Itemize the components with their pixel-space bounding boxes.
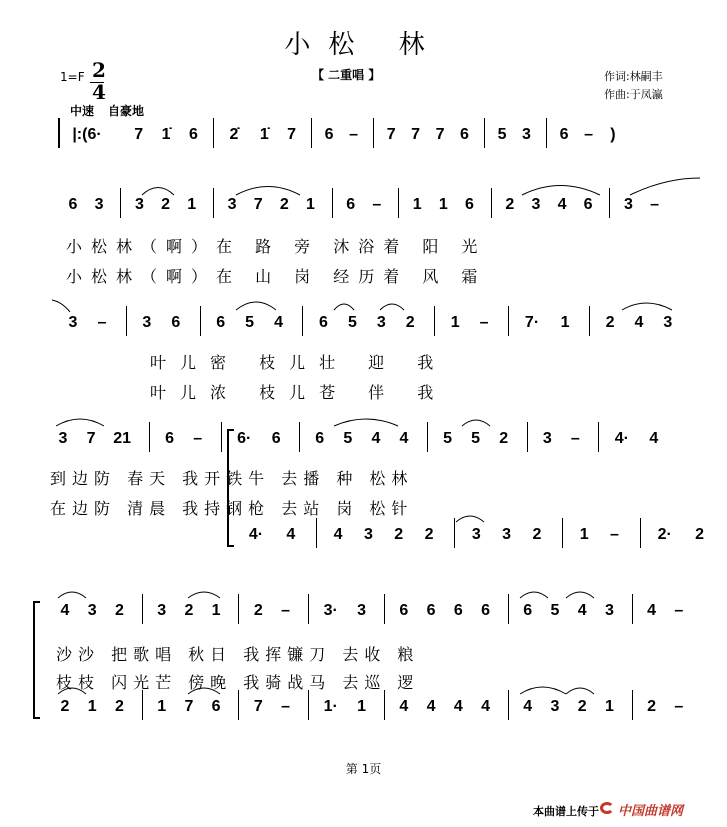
note: )	[610, 126, 616, 143]
lyric-line: 叶儿密 枝儿壮 迎 我	[150, 353, 448, 372]
note: 3	[522, 126, 531, 143]
note: 1	[604, 698, 614, 715]
note: 6	[346, 196, 356, 213]
note: 2	[647, 698, 657, 715]
note: 4·	[614, 430, 630, 447]
note: 2	[394, 526, 404, 543]
note: 6	[559, 126, 569, 143]
note: 7·	[524, 314, 540, 331]
note: 4	[634, 314, 644, 331]
slur	[334, 304, 354, 310]
bar-line	[238, 690, 239, 720]
tempo-speed: 中速	[70, 104, 95, 118]
note: –	[674, 698, 684, 715]
site-logo-icon	[600, 802, 614, 814]
bar-line	[302, 306, 303, 336]
bar-line	[508, 594, 509, 624]
note: 4	[577, 602, 587, 619]
site-logo[interactable]: 中国曲谱网	[618, 804, 684, 819]
note: 5	[550, 602, 560, 619]
note: 3·	[323, 602, 338, 619]
note: 2	[60, 698, 70, 715]
slur	[456, 516, 484, 522]
note: 2	[253, 602, 263, 619]
repeat-barline	[58, 118, 60, 148]
note: 3	[531, 196, 541, 213]
bar-line	[609, 188, 610, 218]
slur	[522, 186, 600, 196]
slur	[630, 178, 700, 195]
note: 1	[412, 196, 422, 213]
note: 6	[319, 314, 328, 331]
note: 4	[647, 602, 657, 619]
note: 3	[87, 602, 97, 619]
note: 4	[523, 698, 533, 715]
note: 5	[443, 430, 452, 447]
note: 5	[471, 430, 481, 447]
note: 4	[649, 430, 659, 447]
bar-line	[316, 518, 317, 548]
lyric-line: 沙沙 把歌唱 秋日 我挥镰刀 去收 粮	[56, 645, 420, 664]
bar-line	[454, 518, 455, 548]
bar-line	[126, 306, 127, 336]
note: –	[349, 126, 359, 143]
note: 2	[115, 698, 124, 715]
note: 7	[134, 126, 144, 143]
note: 2	[532, 526, 542, 543]
bar-line	[508, 306, 509, 336]
note: 1	[305, 196, 315, 213]
slur	[622, 303, 672, 310]
bar-line	[142, 690, 143, 720]
note: –	[281, 698, 290, 715]
note: 3	[357, 602, 367, 619]
note: 2	[184, 602, 194, 619]
slur	[520, 687, 566, 694]
lyricist-credit: 作词:林嗣丰	[604, 70, 663, 83]
note: 7	[287, 126, 296, 143]
note: 1	[157, 698, 167, 715]
key-signature: 1=F	[60, 70, 85, 84]
note: 4	[286, 526, 296, 543]
note: 7	[86, 430, 96, 447]
note: 3	[550, 698, 560, 715]
note: 2	[279, 196, 289, 213]
composer-credit: 作曲:于凤瀛	[604, 88, 663, 101]
note: 1·	[323, 698, 338, 715]
note: –	[570, 430, 580, 447]
note: 2	[695, 526, 704, 543]
bar-line	[142, 594, 143, 624]
note: |:(6·	[72, 126, 102, 143]
bar-line	[308, 690, 309, 720]
note: –	[674, 602, 684, 619]
upload-notice: 本曲谱上传于	[533, 805, 599, 818]
note: 3	[471, 526, 481, 543]
bar-line	[213, 118, 214, 148]
tempo-marking	[70, 102, 158, 119]
note: 2	[115, 602, 124, 619]
note: 1	[357, 698, 367, 715]
note: –	[650, 196, 660, 213]
note: 3	[94, 196, 104, 213]
note: 4·	[248, 526, 264, 543]
note: 6	[271, 430, 281, 447]
note: 6	[523, 602, 533, 619]
note: 6	[426, 602, 436, 619]
note: 5	[245, 314, 255, 331]
note: 3	[227, 196, 237, 213]
bar-line	[213, 188, 214, 218]
note: 6	[165, 430, 175, 447]
song-title: 小松 林	[284, 30, 443, 60]
note: 2	[505, 196, 515, 213]
note: 7	[184, 698, 194, 715]
note: 4	[481, 698, 490, 715]
lyric-line: 小松林（啊）在 路 旁 沐浴着 阳 光	[66, 237, 487, 256]
note: 2	[405, 314, 415, 331]
slur	[188, 592, 220, 598]
note: –	[193, 430, 203, 447]
note: 6	[453, 602, 463, 619]
note: 4	[333, 526, 343, 543]
bar-line	[508, 690, 509, 720]
note: 6	[315, 430, 325, 447]
note: 3	[142, 314, 152, 331]
note: 5	[497, 126, 507, 143]
slur	[236, 302, 276, 310]
note: 1	[438, 196, 448, 213]
note: 6	[460, 126, 469, 143]
note: 6	[324, 126, 334, 143]
note: 3	[624, 196, 633, 213]
note: 6	[211, 698, 221, 715]
bar-line	[398, 188, 399, 218]
note: 6	[68, 196, 78, 213]
bar-line	[308, 594, 309, 624]
bar-line	[373, 118, 374, 148]
bar-line	[384, 690, 385, 720]
bar-line	[632, 690, 633, 720]
note: 1	[87, 698, 97, 715]
bar-line	[427, 422, 428, 452]
note: 2	[605, 314, 615, 331]
note: 6	[583, 196, 593, 213]
note: 7	[253, 698, 263, 715]
bar-line	[562, 518, 563, 548]
note: 4	[371, 430, 381, 447]
note: 6	[188, 126, 198, 143]
note: 3	[376, 314, 386, 331]
slur	[142, 188, 174, 196]
tempo-mood: 自豪地	[108, 104, 145, 118]
note: –	[281, 602, 290, 619]
bar-line	[238, 594, 239, 624]
note: 21	[113, 430, 132, 447]
lyric-line: 到边防 春天 我开铁牛 去播 种 松林	[50, 469, 414, 488]
note: 1̇	[259, 126, 269, 143]
note: 2·	[657, 526, 672, 543]
note: 4	[453, 698, 463, 715]
note: 2	[499, 430, 509, 447]
note: –	[610, 526, 619, 543]
note: 4	[274, 314, 283, 331]
note: 3	[363, 526, 373, 543]
bar-line	[491, 188, 492, 218]
system-bracket	[34, 602, 40, 718]
note: 6	[171, 314, 181, 331]
slur	[520, 592, 548, 598]
bar-line	[332, 188, 333, 218]
note: 5	[343, 430, 353, 447]
note: 3	[135, 196, 144, 213]
note: 3	[663, 314, 673, 331]
note: 5	[347, 314, 357, 331]
slur	[566, 592, 594, 598]
note: 1	[579, 526, 589, 543]
bar-line	[221, 422, 222, 452]
note: 6	[464, 196, 474, 213]
page-number: 第 1页	[345, 762, 382, 776]
note: 3	[604, 602, 614, 619]
time-signature-bottom: 4	[92, 80, 106, 104]
slur	[56, 419, 104, 426]
slur	[52, 300, 70, 312]
note: –	[372, 196, 382, 213]
note: 7	[435, 126, 445, 143]
bar-line	[640, 518, 641, 548]
lyric-line: 枝枝 闪光芒 傍晚 我骑战马 去巡 逻	[56, 673, 420, 692]
note: 6	[216, 314, 226, 331]
bar-line	[120, 188, 121, 218]
bar-line	[299, 422, 300, 452]
note: 1	[211, 602, 221, 619]
note: 3	[542, 430, 552, 447]
bar-line	[632, 594, 633, 624]
note: 1	[450, 314, 460, 331]
bar-line	[200, 306, 201, 336]
bar-line	[149, 422, 150, 452]
note: –	[97, 314, 107, 331]
lyric-line: 叶儿浓 枝儿苍 伴 我	[150, 383, 448, 402]
note: 6	[399, 602, 409, 619]
note: 7	[386, 126, 396, 143]
note: 3	[58, 430, 68, 447]
note: 4	[557, 196, 567, 213]
performance-form: 【 二重唱 】	[312, 68, 381, 82]
note: 6·	[237, 430, 252, 447]
note: 4	[426, 698, 436, 715]
slur	[58, 592, 86, 598]
note: 4	[399, 430, 409, 447]
bar-line	[311, 118, 312, 148]
bar-line	[598, 422, 599, 452]
slur	[462, 420, 490, 426]
note: 2̇	[229, 126, 239, 143]
note: 3	[502, 526, 512, 543]
slur	[236, 187, 300, 196]
note: 4	[399, 698, 409, 715]
slur	[380, 304, 404, 310]
note: 2	[424, 526, 434, 543]
note: –	[584, 126, 593, 143]
bar-line	[384, 594, 385, 624]
note: 3	[68, 314, 78, 331]
note: 3	[157, 602, 167, 619]
note: 2	[577, 698, 587, 715]
note: 1	[560, 314, 570, 331]
bar-line	[546, 118, 547, 148]
bar-line	[434, 306, 435, 336]
note: 1̇	[161, 126, 171, 143]
bar-line	[484, 118, 485, 148]
slur	[334, 419, 398, 426]
slur	[566, 688, 594, 694]
lyric-line: 小松林（啊）在 山 岗 经历着 风 霜	[66, 267, 487, 286]
bar-line	[589, 306, 590, 336]
note: 2	[161, 196, 171, 213]
time-signature-top: 2	[92, 58, 106, 82]
lyric-line: 在边防 清晨 我持钢枪 去站 岗 松针	[50, 499, 414, 518]
note: –	[479, 314, 489, 331]
note: 4	[60, 602, 70, 619]
note: 7	[253, 196, 263, 213]
note: 7	[411, 126, 421, 143]
note: 1	[187, 196, 197, 213]
note: 6	[481, 602, 490, 619]
bar-line	[527, 422, 528, 452]
